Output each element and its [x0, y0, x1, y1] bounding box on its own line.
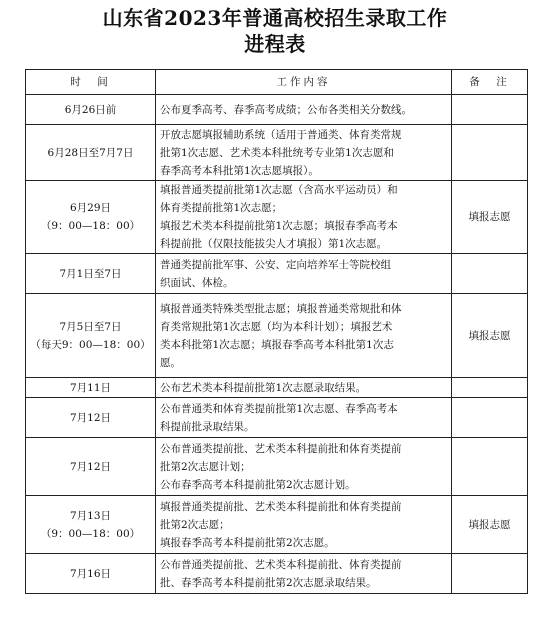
cell-time — [26, 125, 156, 181]
time-line: （每天9：00—18：00） — [30, 338, 151, 351]
content-line: 批、春季高考本科提前批第2次志愿录取结果。 — [160, 576, 377, 589]
cell-note — [452, 125, 528, 181]
cell-content — [156, 254, 452, 294]
content-line: 类本科批第1次志愿；填报春季高考本科批第1次志 — [160, 338, 394, 351]
content-line: 公布普通类提前批、艺术类本科提前批、体育类提前 — [160, 558, 402, 571]
table-row — [26, 181, 528, 254]
content-line: 公布春季高考本科提前批第2次志愿计划。 — [160, 478, 356, 491]
time-line: 7月1日至7日 — [59, 267, 122, 280]
table-row — [26, 378, 528, 398]
time-line: （9：00—18：00） — [40, 220, 141, 232]
time-line: 7月16日 — [69, 567, 112, 580]
content-line: 公布普通类提前批、艺术类本科提前批和体育类提前 — [160, 442, 402, 455]
document-title-line1: 山东省2023年普通高校招生录取工作 — [102, 6, 448, 30]
content-line: 科提前批录取结果。 — [160, 420, 255, 433]
table-row — [26, 496, 528, 554]
table-row — [26, 95, 528, 125]
content-line: 填报普通类特殊类型批志愿；填报普通类常规批和体 — [160, 302, 402, 315]
cell-note: 填报志愿 — [452, 181, 528, 254]
table-row — [26, 294, 528, 378]
cell-time — [26, 95, 156, 125]
cell-content — [156, 554, 452, 594]
content-line: 织面试、体检。 — [160, 276, 234, 289]
time-line: 7月11日 — [69, 381, 112, 394]
table-header-row — [26, 70, 528, 95]
document-title-line2: 进程表 — [244, 32, 306, 56]
content-line: 填报艺术类本科提前批第1次志愿；填报春季高考本 — [160, 220, 398, 232]
cell-content — [156, 294, 452, 378]
cell-content — [156, 125, 452, 181]
content-line: 批第2次志愿计划； — [160, 460, 251, 473]
cell-note — [452, 95, 528, 125]
cell-time — [26, 294, 156, 378]
content-line: 春季高考本科批第1次志愿填报）。 — [160, 164, 319, 177]
cell-content — [156, 398, 452, 438]
cell-time — [26, 554, 156, 594]
cell-content — [156, 438, 452, 496]
cell-content — [156, 181, 452, 254]
table-row — [26, 125, 528, 181]
cell-time — [26, 181, 156, 254]
cell-note: 填报志愿 — [452, 496, 528, 554]
content-line: 公布夏季高考、春季高考成绩；公布各类相关分数线。 — [160, 103, 412, 116]
cell-note — [452, 438, 528, 496]
content-line: 公布艺术类本科提前批第1次志愿录取结果。 — [160, 381, 367, 394]
content-line: 公布普通类和体育类提前批第1次志愿、春季高考本 — [160, 402, 398, 415]
content-line: 科提前批（仅限技能拔尖人才填报）第1次志愿。 — [160, 238, 388, 250]
time-line: 6月26日前 — [64, 103, 117, 116]
time-line: 7月5日至7日 — [59, 320, 122, 333]
content-line: 普通类提前批军事、公安、定向培养军士等院校组 — [160, 258, 391, 271]
header-content: 工作内容 — [156, 70, 452, 95]
time-line: 6月29日 — [69, 202, 112, 214]
cell-content — [156, 496, 452, 554]
cell-note — [452, 398, 528, 438]
content-line: 开放志愿填报辅助系统（适用于普通类、体育类常规 — [160, 128, 402, 141]
table-row — [26, 254, 528, 294]
header-note: 备 注 — [452, 70, 528, 95]
cell-note — [452, 554, 528, 594]
cell-content — [156, 378, 452, 398]
cell-time — [26, 438, 156, 496]
content-line: 愿。 — [160, 356, 181, 369]
cell-time — [26, 378, 156, 398]
content-line: 填报普通类提前批第1次志愿（含高水平运动员）和 — [160, 184, 398, 196]
cell-note — [452, 378, 528, 398]
time-line: （9：00—18：00） — [40, 527, 141, 540]
content-line: 填报春季高考本科提前批第2次志愿。 — [160, 536, 335, 549]
content-line: 填报普通类提前批、艺术类本科提前批和体育类提前 — [160, 500, 402, 513]
cell-content — [156, 95, 452, 125]
cell-time — [26, 398, 156, 438]
header-time: 时 间 — [26, 70, 156, 95]
cell-time — [26, 496, 156, 554]
content-line: 育类常规批第1次志愿（均为本科计划）；填报艺术 — [160, 320, 393, 333]
time-line: 7月13日 — [69, 509, 112, 522]
schedule-table — [25, 69, 528, 594]
cell-time — [26, 254, 156, 294]
table-row — [26, 554, 528, 594]
cell-note — [452, 254, 528, 294]
content-line: 体育类提前批第1次志愿； — [160, 202, 283, 214]
time-line: 7月12日 — [69, 460, 112, 473]
time-line: 6月28日至7月7日 — [47, 146, 134, 159]
content-line: 批第1次志愿、艺术类本科批统考专业第1次志愿和 — [160, 146, 394, 159]
table-row — [26, 438, 528, 496]
table-row — [26, 398, 528, 438]
content-line: 批第2次志愿； — [160, 518, 230, 531]
cell-note: 填报志愿 — [452, 294, 528, 378]
time-line: 7月12日 — [69, 411, 112, 424]
